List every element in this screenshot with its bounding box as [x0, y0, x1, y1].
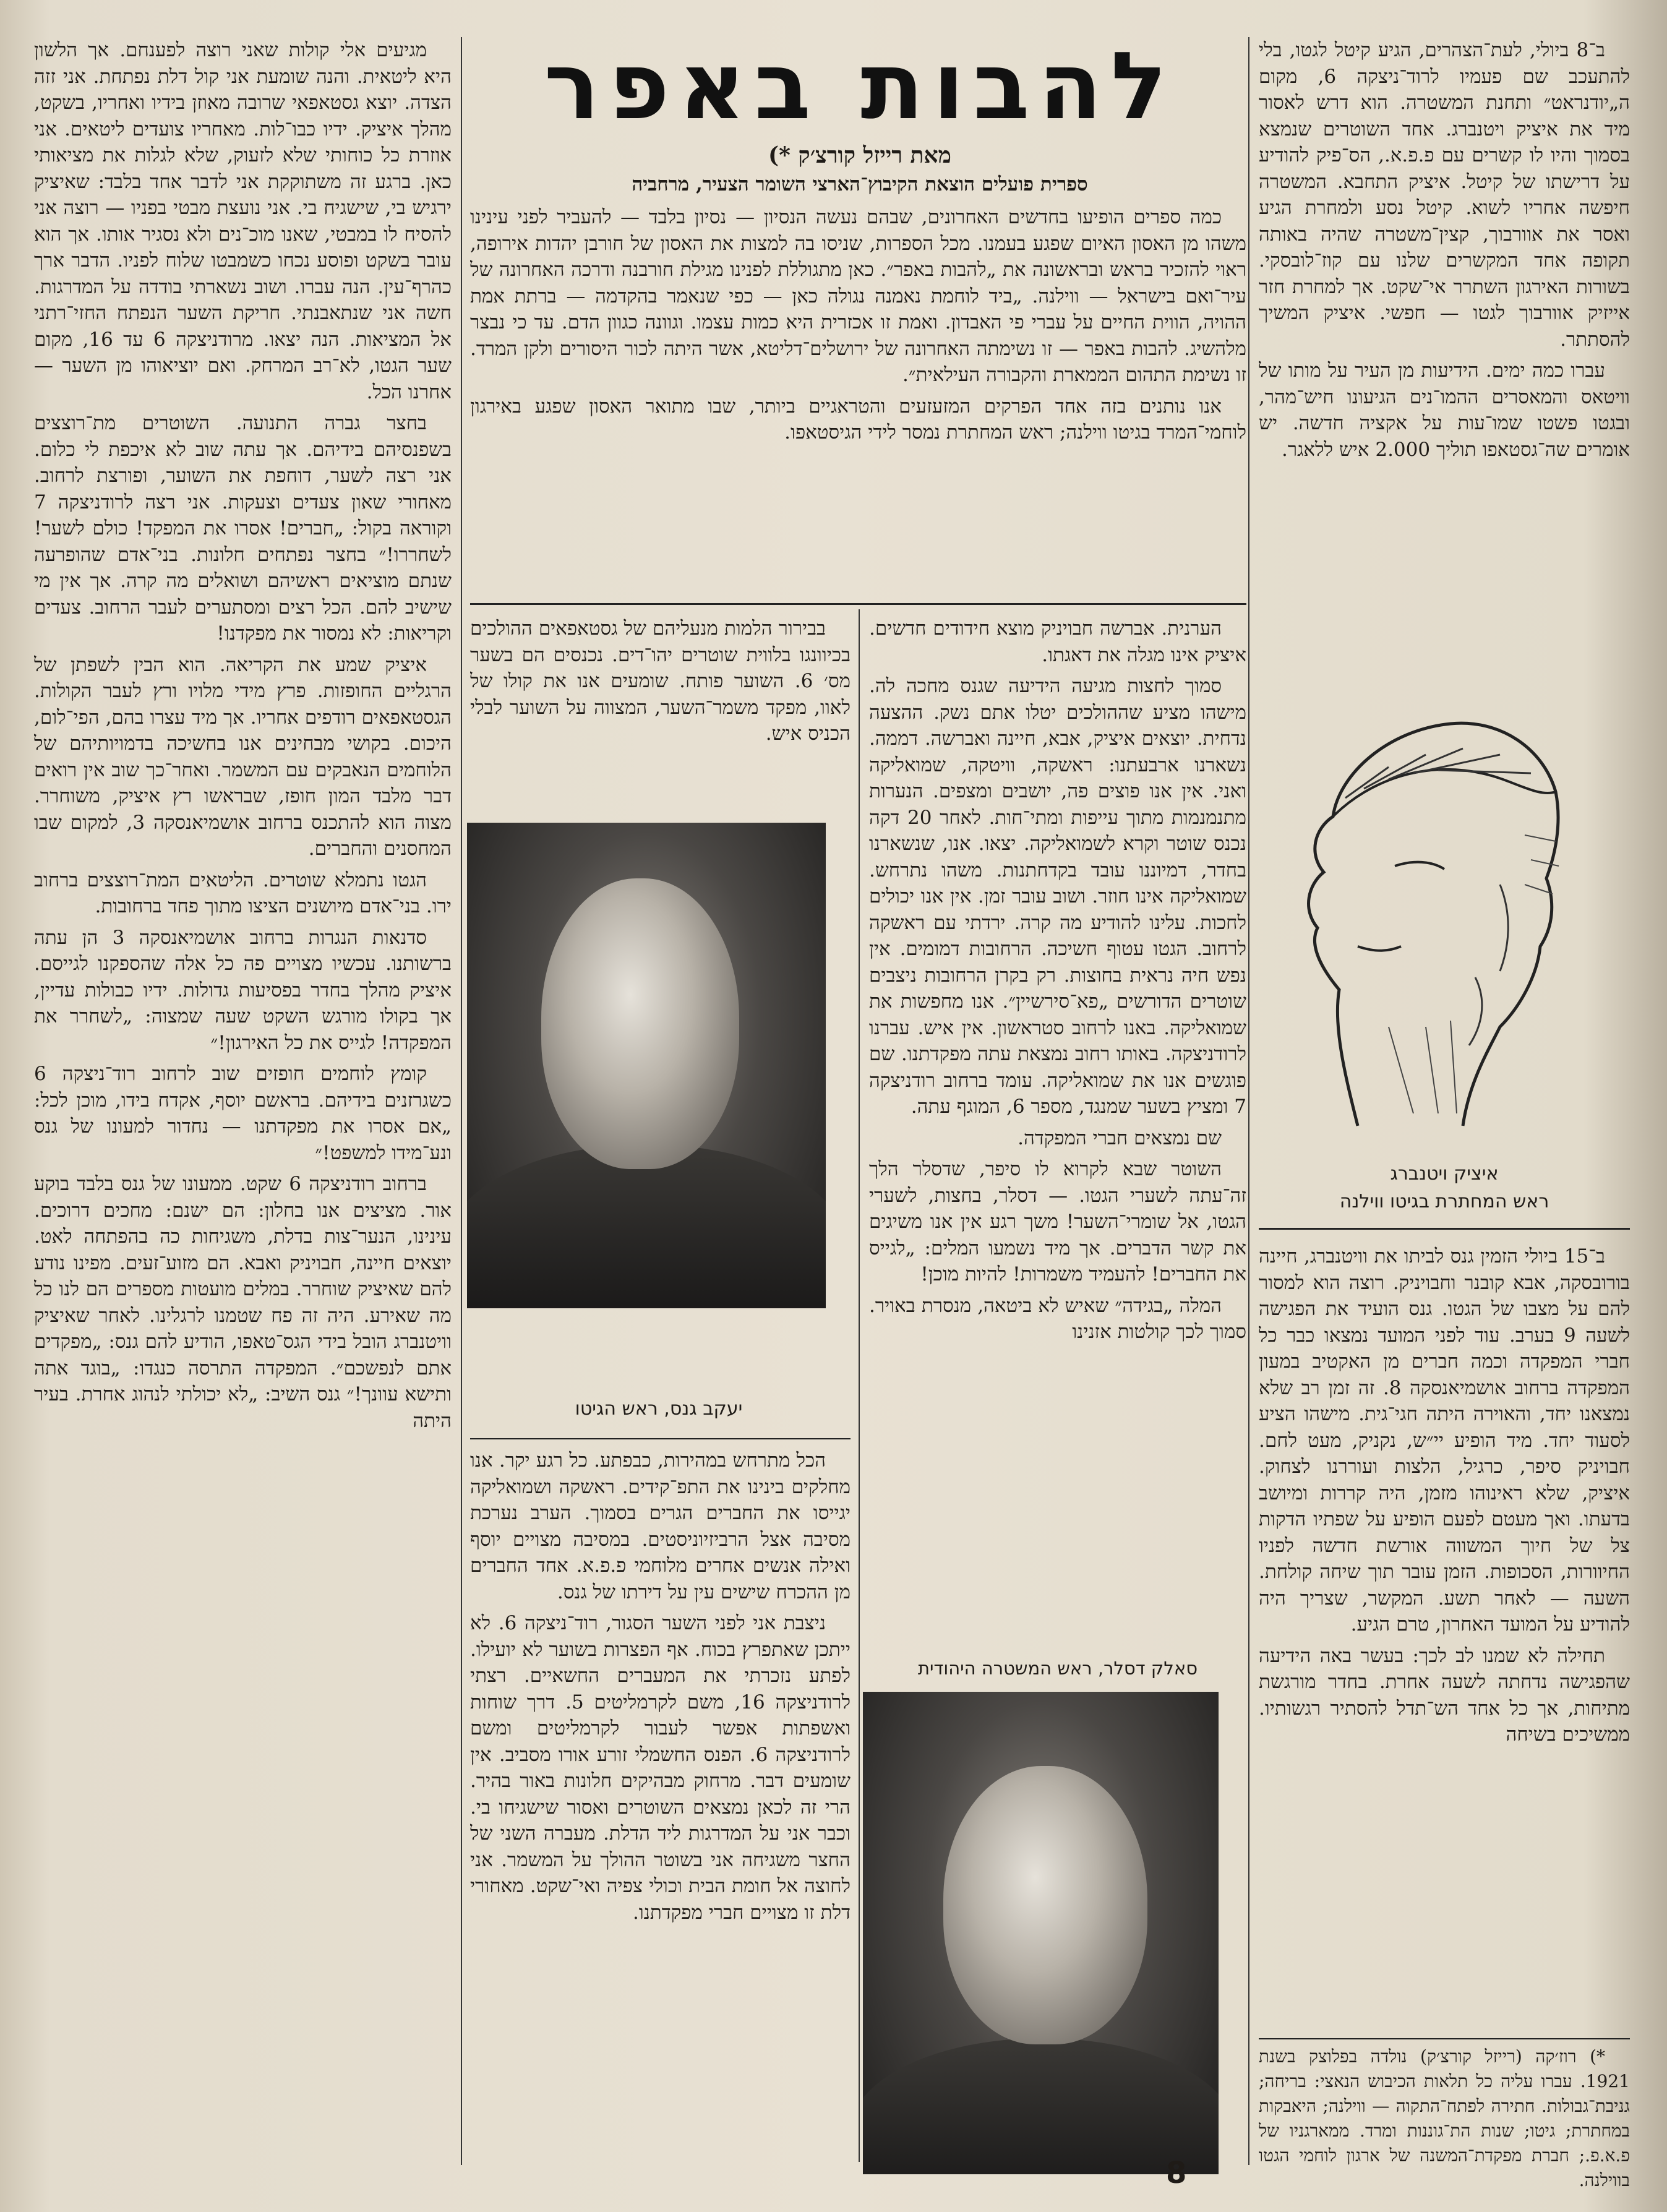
- article-title: [482, 34, 1237, 158]
- paragraph: הערנית. אברשה חבויניק מוצא חידודים חדשים. איציק אינו מגלה את דאגתו.: [869, 617, 1246, 666]
- paragraph: קומץ לוחמים חופזים שוב לרחוב רוד־ניצקה 6 כשגרזנים בידיהם. בראשם יוסף, אקדח בידו, מוכן לכל: „אם אסרו את מפקדתנו — נחדור למעונו של גנס ונע־מידו למשפט!״: [34, 1063, 452, 1164]
- footnote-text: *) רוז׳קה (רייזל קורצ׳ק) נולדה בפלוצק בשנת 1921. עברו עליה כל תלאות הכיבוש הנאצי: בריחה; גניבת־גבולות. חתירה לפתח־התקוה — ווילנה; היאבקות במחתרת; גיטו; שנות הת־גוננות ומרד. ממארגניו של פ.א.פ.; חברת מפקדת־המשנה של ארגון לוחמי הגטו בווילנה.: [1259, 2046, 1630, 2190]
- paragraph: שם נמצאים חברי המפקדה.: [1018, 1126, 1222, 1149]
- paragraph: ב־8 ביולי, לעת־הצהרים, הגיע קיטל לגטו, בלי להתעכב שם פעמיו לרוד־ניצקה 6, מקום ה„יודנראט״ ותחנת המשטרה. הוא דרש לאסור מיד את איציק ויטנברג. אחד השוטרים שנמצא בסמוך והיו לו קשרים עם פ.פ.א., הס־פיק להודיע על דרישתו של קיטל. איציק התחבא. המשטרה חיפשה אחריו לשוא. קיטל נסע ולמחרת הגיע ואסר את אוורבוך, קצין־משטרה שהיה באותה תקופה אחד המקשרים שלנו עם קוז־לובסקי. בשורות האירגון השתרר אי־שקט. אך למחרת חזר אייזיק אוורבוך לגטו — חפשי. איציק המשיך להסתתר.: [1259, 39, 1630, 351]
- footnote: [1259, 2044, 1630, 2199]
- intro-paragraph: אנו נותנים בזה אחד הפרקים המזעזעים והטראגיים ביותר, שבו מתואר האסון שפגע באירגון לוחמי־המרד בגיטו ווילנה; ראש המחתרת נמסר לידי הגיסטאפו.: [470, 395, 1246, 444]
- paragraph: ניצבת אני לפני השער הסגור, רוד־ניצקה 6. לא ייתכן שאתפרץ בכוח. אף הפצרות בשוער לא יועילו. לפתע נזכרתי את המעברים החשאיים. רצתי לרודניצקה 16, משם לקרמליטים 5. דרך שוחות ואשפתות אפשר לעבור לקרמליטים ומשם לרודניצקה 6. הפנס החשמלי זורע אורו מסביב. אין שומעים דבר. מרחוק מבהיקים חלונות באור בהיר. הרי זה לכאן נמצאים השוטרים ואסור שישגיחו בי. וכבר אני על המדרגות ליד הדלת. מעברה השני של החצר משגיחה אני בשוטר ההולך על המשמר. אני לחוצה אל חומת הבית וכולי צפיה ואי־שקט. מאחורי דלת זו מצויים חברי מפקדתנו.: [470, 1612, 851, 1924]
- sketch-subcaption: ראש המחתרת בגיטו ווילנה: [1339, 1191, 1549, 1212]
- paragraph: סמוך לחצות מגיעה הידיעה שגנס מחכה לה. מישהו מציע שההולכים יטלו אתם נשק. ההצעה נדחית. יוצאים איציק, אבא, חיינה ואברשה. דממה. נשארנו ארבעתנו: ראשקה, וויטקה, שמואליקה ואני. אין אנו פוצים פה, יושבים ומצפים. הנערות מתנמנמות מתוך עייפות ומתי־חות. לאחר 20 דקה נכנס שוטר וקרא לשמואליקה. יצאו. אנו, שנשארנו בחדר, דמיוננו עובד בקדחתנות. משהו נתרחש. שמואליקה אינו חוזר. ושוב עובר זמן. אין אנו יכולים לחכות. עלינו להודיע מה קרה. ירדתי עם ראשקה לרחוב. הגטו עטוף חשיכה. הרחובות דמומים. אין נפש חיה נראית בחוצות. רק בקרן הרחובות ניצבים שוטרים הדורשים „פא־סירשיין״. אנו מחפשות את שמואליקה. באנו לרחוב סטראשון. אין איש. עברנו לרודניצקה. באותו רחוב נמצאת עתה מפקדתנו. שם פוגשים אנו את שמואליקה. עומד ברחוב רודניצקה 7 ומציץ בשער שמנגד, מספר 6, המוגף עתה.: [869, 675, 1246, 1118]
- paragraph: תחילה לא שמנו לב לכך: בעשר באה הידיעה שהפגישה נדחתה לשעה אחרת. בחדר מורגשת מתיחות, אך כל אחד הש־תדל להסתיר רגשותיו. ממשיכים בשיחה: [1259, 1644, 1630, 1746]
- paragraph: הגטו נתמלא שוטרים. הליטאים המת־רוצצים ברחוב ירו. בני־אדם מיושנים הציצו מתוך פחד ברחובות.: [34, 868, 452, 917]
- paragraph: השוטר שבא לקרוא לו סיפר, שדסלר הלך זה־עתה לשערי הגטו. — דסלר, בחצות, לשערי הגטו, אל שומרי־השער! משך רגע אין אנו משיגים את קשר הדברים. אך מיד נשמעו המלים: „לגייס את החברים! להעמיד משמרות! להיות מוכן!: [869, 1158, 1246, 1285]
- column-rule: [461, 37, 462, 2165]
- photo1-caption: יעקב גנס, ראש הגיטו: [575, 1398, 743, 1420]
- paragraph: בחצר גברה התנועה. השוטרים מת־רוצצים בשפנסיהם בידיהם. אך עתה שוב לא איכפת לי כלום. אני רצה לשער, דוחפת את השוער, ופורצת לרחוב. מאחורי שאון צעדים וצעקות. אני רצה לרודניצקה 7 וקוראה בקול: „חברים! אסרו את המפקד! כולם לשער! לשחררו!״ בחצר נפתחים חלונות. בני־אדם שהופרעה שנתם מוציאים ראשיהם ושואלים מה קרה. אך אין מי שישיב להם. הכל רצים ומסתערים לעבר הרחוב. צעדים וקריאות: לא נמסור את מפקדנו!: [34, 412, 452, 645]
- byline: מאת רייזל קורצ׳ק *): [768, 142, 951, 168]
- column-center-left-bottom: [470, 1447, 851, 2177]
- column-far-left: [34, 37, 452, 2177]
- column-center-right: [869, 615, 1246, 1655]
- intro-divider: [470, 603, 1246, 605]
- column-far-right-lower: [1259, 1243, 1630, 2029]
- paragraph: עברו כמה ימים. הידיעות מן העיר על מותו של וויטאס והמאסרים ההמו־נים הגיעונו חיש־מהר, ובגטו פשטו שמו־עות על אקציה חדשה. יש אומרים שה־גסטאפו תוליך 2.000 איש לל‏אגר.: [1259, 359, 1630, 461]
- article-intro: [470, 204, 1246, 600]
- paragraph: הכל מתרחש במהירות, כבפתע. כל רגע יקר. אנו מחלקים בינינו את התפ־קידים. ראשקה ושמואליקה יגייסו את החברים הגרים בסמוך. הערב נערכת מסיבה אצל הרביזיוניסטים. במסיבה מצויים יוסף ואילה אנשים אחרים מלוחמי פ.פ.א. אחד החברים מן ההכרח שישים עין על דירתו של גנס.: [470, 1449, 851, 1603]
- column-center-left-top: [470, 615, 851, 820]
- footnote-divider: [1259, 2038, 1630, 2039]
- photo2-caption: סאלק דסלר, ראש המשטרה היהודית: [917, 1658, 1198, 1679]
- intro-paragraph: כמה ספרים הופיעו בחדשים האחרונים, שבהם נעשה הנסיון — נסיון בלבד — להעביר לפני עינינו משהו מן האסון האיום שפגע בעמנו. מכל הספרות, שניסו בה למצות את האסון של חורבן יהדות אירופה, ראוי להזכיר בראש ובראשונה את „להבות באפר״. כאן מתגוללת לפנינו מגילת חורבנה ודרכה האחרונה של עיר־ואם בישראל — ווילנה. „ביד לוחמת נאמנה נגולה כאן — כפי שנאמר בהקדמה — ברתת אמת ההויה, הווית החיים על עברי פי האבדון. ואמת זו אכזרית היא כמות עצמו. וגוונה כגוון הדם. עד כי נבצר מלהשיג. להבות באפר — זו נשימתה האחרונה של ירושלים־דליטא, אשר היתה לכור היסורים ולקן המרד. זו נשימת התהום הממארת והקבורה העילאית״.: [470, 206, 1246, 386]
- photo1-divider: [470, 1438, 851, 1439]
- paragraph: סדנאות הנגרות ברחוב אושמיאנסקה 3 הן עתה ברשותנו. עכשיו מצויים פה כל אלה שהספקנו לגייסם. איציק מהלך בחדר בפסיעות גדולות. ידיו כבולות עדיין, אך בקולו מורגש השקט שעה שמצוה: „לשחרר את המפקדה! לגייס את כל האירגון!״: [34, 926, 452, 1054]
- sketch-portrait: [1265, 680, 1611, 1151]
- title-text: להבות באפר: [544, 33, 1176, 140]
- paragraph: בבירור הלמות מנעליהם של גסטאפאים ההולכים בכיוונגו בלווית שוטרים יהו־דים. נכנסים הם בשער מס׳ 6. השוער פותח. שומעים אנו את קולו של לאוו, מפקד משמר־השער, המצווה על השוער לבלי הכניס איש.: [470, 617, 851, 745]
- page-number: 8: [1166, 2156, 1187, 2190]
- paragraph: מגיעים אלי קולות שאני רוצה לפענחם. אך הלשון היא ליטאית. והנה שומעת אני קול דלת נפתחת. אני זזה הצדה. יוצא גסטאפאי שרובה מאוזן בידיו ואחריו, בשקט, מהלך איציק. ידיו כבו־לות. מאחריו צועדים ליטאים. אני אוזרת כל כוחותי שלא לזעוק, שלא לגלות את מציאותי כאן. ברגע זה משתוקקת אני לדבר אחד בלבד: שאיציק ירגיש בי, שישגיח בי. אני נועצת מבטי בפניו — רוצה אני להסיח לו במבטי, שאנו מוכ־נים ולא נסגיר אותו. אך הוא עובר בשקט ופוסע נכחו כשמבטו שלוח לפניו. הדבר ארך כהרף־עין. הנה עברו. ושוב נשארתי בודדה על המדרגות. חשה אני שנתאבנתי. חריקת השער הנפתח החזי־רתני אל המציאות. הנה יצאו. מרודניצקה 6 עד 16, מקום שער הגטו, לא־רב המרחק. ואם יוציאוהו מן השער — אחרנו הכל.: [34, 39, 452, 403]
- column-far-right-top: [1259, 37, 1630, 668]
- sketch-caption: איציק ויטנברג: [1390, 1163, 1499, 1185]
- photo-gens: [467, 823, 826, 1308]
- column-rule: [859, 609, 860, 2162]
- publisher-line: ספרית פועלים הוצאת הקיבוץ־הארצי השומר הצעיר, מרחביה: [632, 173, 1088, 195]
- paragraph: איציק שמע את הקריאה. הוא הבין לשפתן של הרגליים החופזות. פרץ מידי מלויו ורץ לעבר הקולות. הגסטאפאים רודפים אחריו. אך מיד עצרו בהם, הפי־לום, היכום. בקושי מבחינים אנו בחשיכה בדמויותיהם של הלוחמים הנאבקים עם המשמר. ואחר־כך שוב אין רואים דבר מלבד המון חופז, שבראשו רץ איציק, משוחרר. מצוה הוא להתכנס ברחוב אושמיאנסקה 3, למקום שבו המחסנים והחברים.: [34, 653, 452, 860]
- sketch-divider: [1259, 1228, 1630, 1230]
- paragraph: המלה „בגידה״ שאיש לא ביטאה, מנסרת באויר. סמוך לכך קולטות אזנינו: [869, 1294, 1246, 1343]
- paragraph: ב־15 ביולי הזמין גנס לביתו את וויטנברג, חיינה בורובסקה, אבא קובנר וחבויניק. רוצה הוא למסור להם על מצבו של הגטו. גנס הועיד את הפגישה לשעה 9 בערב. עוד לפני המועד נמצאו כבר כל חברי המפקדה וכמה חברים מן האקטיב במעון המפקדה ברחוב אושמיאנסקה 8. זה זמן רב שלא נמצאנו יחד, והאוירה היתה חגי־גית. מישהו הציע לסעוד יחד. מיד הופיע יי״ש, נקניק, מעט לחם. חבויניק סיפר, כרגיל, הלצות ועוררנו לצחוק. איציק, שלא ראינוהו מזמן, היה קררות ומיושב בדעתו. ואך מעטם לפעם הופיע על שפתיו הדקות צל של חיוך המשווה אורשת חדשה לפניו החיוורות, הסכופות. הזמן עובר תוך שיחה קולחת. השעה — לאחר תשע. המקשר, שצריך היה להודיע על המועד האחרון, טרם הגיע.: [1259, 1245, 1630, 1635]
- photo-dessler: [863, 1692, 1219, 2174]
- paragraph: ברחוב רודניצקה 6 שקט. ממעונו של גנס בלבד בוקע אור. מציצים אנו בחלון: הם ישנם: מחכים דרוכים. עינינו, הנער־צות בדלת, משגיחות כה בהפתחה לאט. יוצאים חיינה, חבויניק ואבא. הם מזוע־זעים. מפינו נודע להם שאיציק שוחרר. במלים מועטות מספרים הם לנו כל מה שאירע. היה זה פח שטמנו לרגלינו. לאחר שאיציק וויטנברג הובל בידי הגס־טאפו, הודיע להם גנס: „מפקדים אתם לנפשכם״. המפקדה התרסה כנגדו: „בוגד אתה ותישא עוונך!״ גנס השיב: „לא יכולתי לנהוג אחרת. בעיר היתה: [34, 1173, 452, 1432]
- column-rule: [1248, 37, 1249, 2165]
